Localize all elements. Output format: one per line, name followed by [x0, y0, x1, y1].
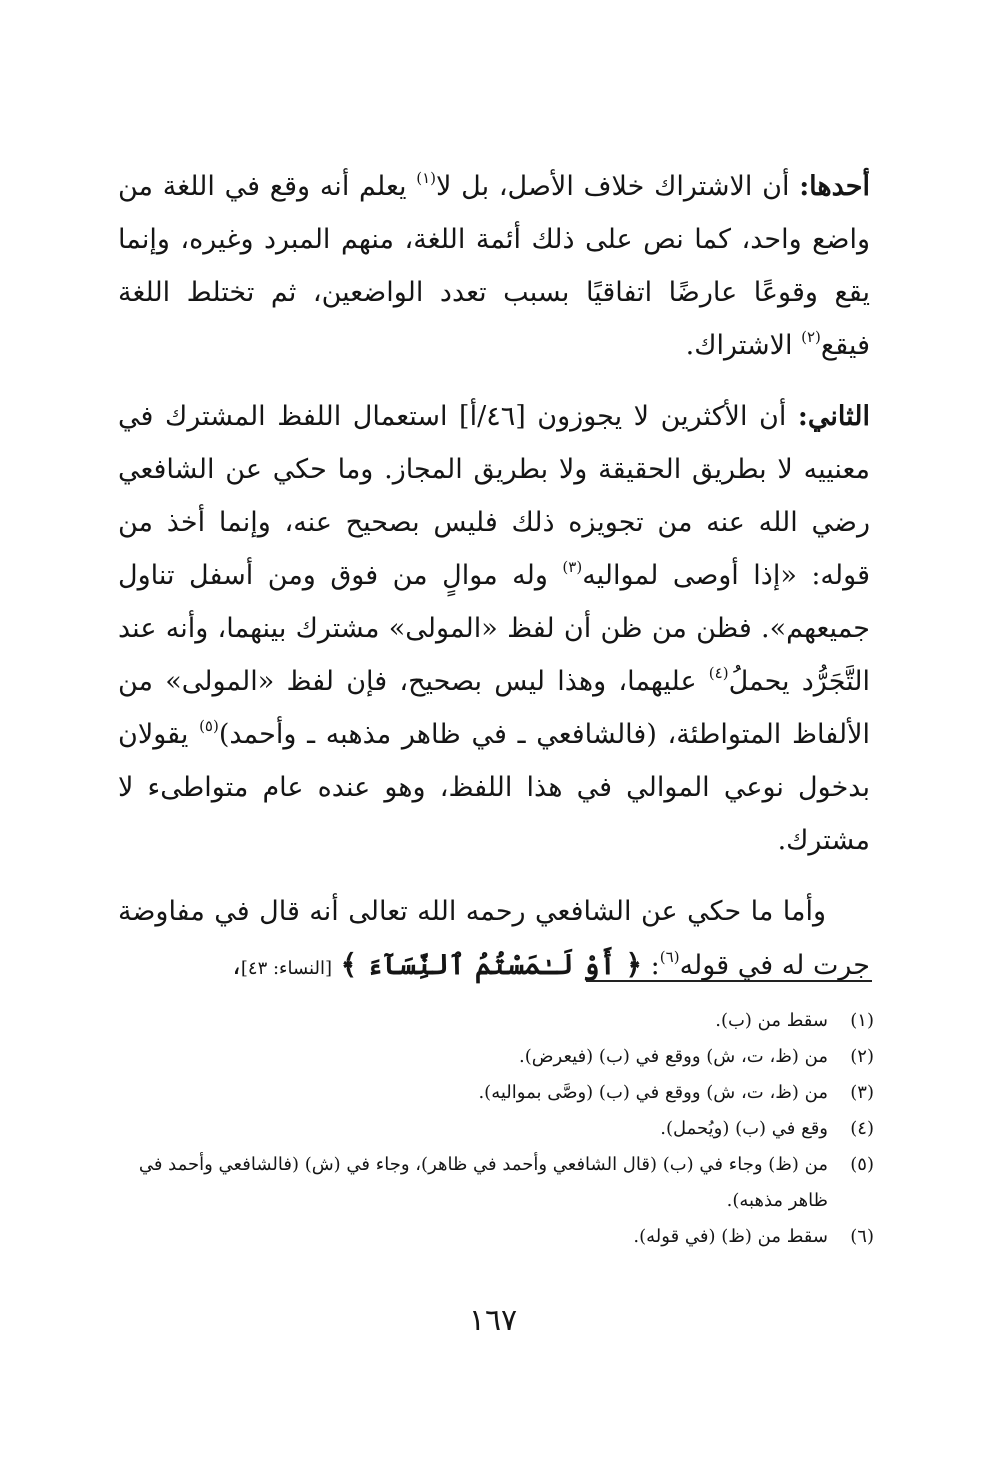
- page-number: ١٦٧: [468, 1303, 518, 1338]
- body-text: :: [642, 950, 660, 981]
- main-text: [118, 160, 870, 1013]
- quran-verse: ﴿ أَوْ لَـٰمَسْتُمُ ٱلنِّسَآءَ ﴾: [340, 948, 643, 981]
- footnote: [112, 1111, 874, 1147]
- footnote-ref: (٥): [199, 717, 219, 735]
- footnote-ref: (٦): [659, 948, 680, 966]
- footnote: [112, 1075, 874, 1111]
- footnote-separator: [586, 980, 872, 982]
- footnote-ref: (١): [416, 169, 437, 187]
- paragraph-1: [118, 160, 870, 372]
- paragraph-lead: الثاني:: [797, 401, 870, 432]
- footnote-ref: (٤): [708, 664, 729, 682]
- footnote-text: وقع في (ب) (ويُحمل).: [660, 1118, 828, 1139]
- footnote-text: سقط من (ب).: [715, 1010, 828, 1031]
- footnote-number: (١): [850, 1010, 874, 1031]
- footnotes: [112, 1003, 874, 1255]
- paragraph-2: [118, 390, 870, 867]
- footnote-text: من (ظ، ت، ش) ووقع في (ب) (فيعرض).: [519, 1046, 828, 1067]
- footnote: [112, 1039, 874, 1075]
- body-text: أن الأكثرين لا يجوزون [٤٦/أ] استعمال اللفظ المشترك في معنييه لا بطريق الحقيقة ولا بطريق المجاز. وما حكي عن الشافعي رضي الله عنه من تجويزه ذلك فليس بصحيح عنه، وإنما أخذ من قوله: «إذا أوصى لمواليه: [118, 401, 870, 591]
- body-text: وله موالٍ من فوق ومن أسفل تناول جميعهم». فظن من ظن أن لفظ «المولى» مشترك بينهما، وأنه عند التَّجَرُّد يحملُ: [118, 560, 870, 697]
- footnote-number: (٦): [850, 1226, 874, 1247]
- footnote-number: (٥): [850, 1154, 874, 1175]
- body-text: يقولان بدخول نوعي الموالي في هذا اللفظ، وهو عنده عام متواطىء لا مشترك.: [118, 719, 870, 856]
- footnote: [112, 1147, 874, 1219]
- footnote-ref: (٣): [562, 558, 583, 576]
- surah-reference: [النساء: ٤٣]: [240, 958, 332, 979]
- paragraph-3: [118, 885, 870, 995]
- footnote: [112, 1219, 874, 1255]
- footnote-number: (٤): [850, 1118, 874, 1139]
- footnote-number: (٢): [850, 1046, 874, 1067]
- footnote-text: من (ظ) وجاء في (ب) (قال الشافعي وأحمد في ظاهر)، وجاء في (ش) (فالشافعي وأحمد في ظاهر مذهبه).: [138, 1154, 828, 1211]
- body-text: يعلم أنه وقع في اللغة من واضع واحد، كما نص على ذلك أئمة اللغة، منهم المبرد وغيره، وإنما يقع وقوعًا عارضًا اتفاقيًا بسبب تعدد الواضعين، ثم تختلط اللغة فيقع: [118, 171, 870, 361]
- footnote-number: (٣): [850, 1082, 874, 1103]
- footnote-text: سقط من (ظ) (في قوله).: [633, 1226, 828, 1247]
- body-text: ،: [232, 950, 241, 981]
- footnote: [112, 1003, 874, 1039]
- footnote-text: من (ظ، ت، ش) ووقع في (ب) (وصَّى بمواليه).: [478, 1082, 828, 1103]
- body-text: عليهما، وهذا ليس بصحيح، فإن لفظ «المولى» من الألفاظ المتواطئة، (فالشافعي ـ في ظاهر مذهبه ـ وأحمد): [118, 666, 871, 750]
- paragraph-lead: أحدها:: [799, 171, 870, 202]
- body-text: وأما ما حكي عن الشافعي رحمه الله تعالى أنه قال في مفاوضة جرت له في قوله: [118, 896, 870, 981]
- footnote-ref: (٢): [801, 328, 821, 346]
- body-text: أن الاشتراك خلاف الأصل، بل لا: [436, 171, 800, 202]
- body-text: الاشتراك.: [685, 330, 802, 361]
